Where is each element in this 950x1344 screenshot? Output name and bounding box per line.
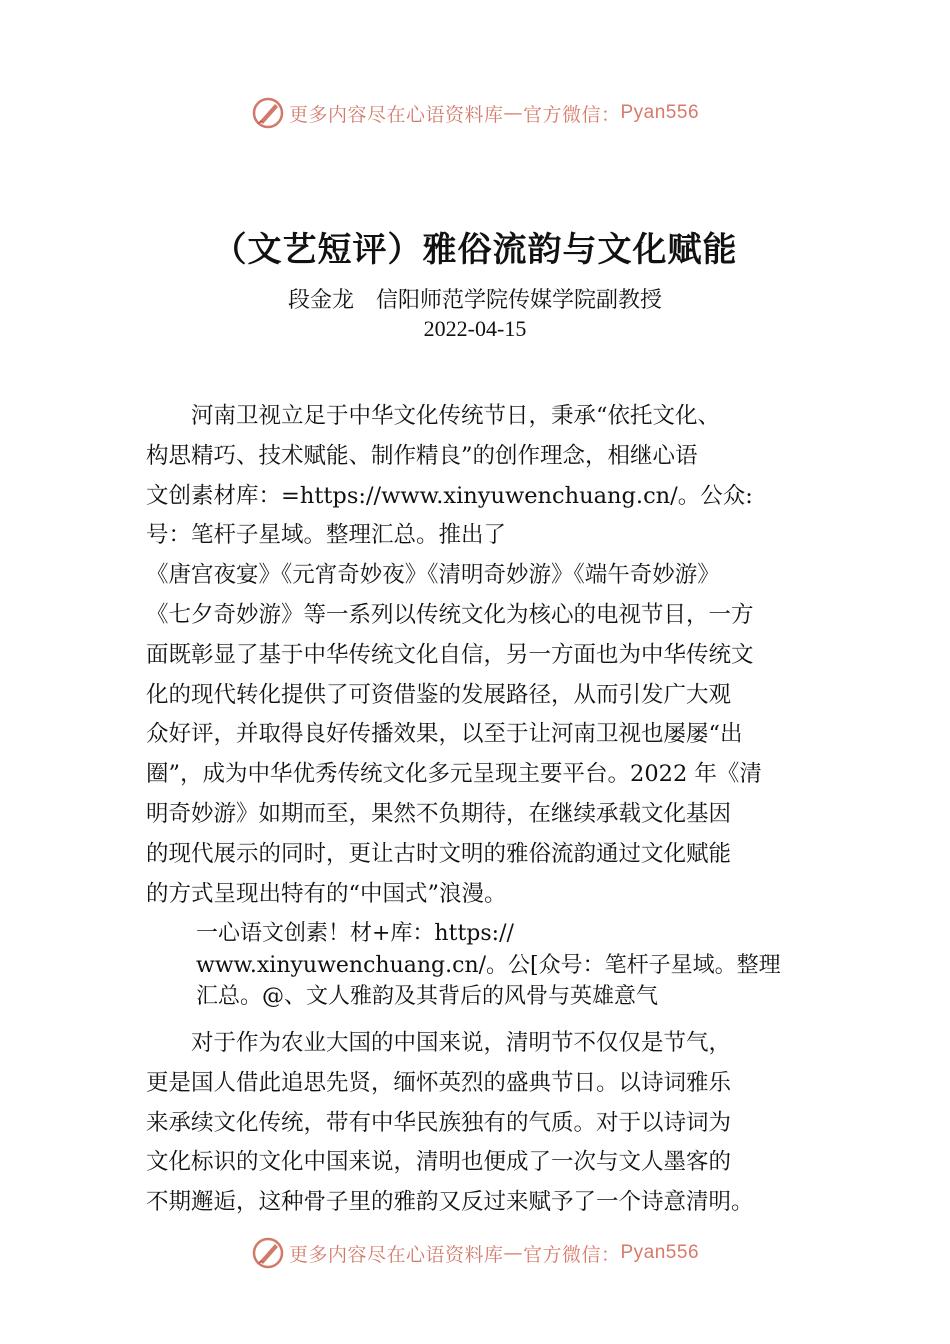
article-byline: 段金龙 信阳师范学院传媒学院副教授 (287, 288, 662, 313)
text-line: 《七夕奇妙游》等一系列以传统文化为核心的电视节目，一方 (146, 601, 754, 628)
banner-wechat-id: Pyan556 (620, 1242, 700, 1263)
banner-wechat-id: Pyan556 (620, 102, 700, 123)
text-line: 构思精巧、技术赋能、制作精良”的创作理念，相继心语 (146, 442, 698, 469)
text-line: 来承续文化传统，带有中华民族独有的气质。对于以诗词为 (146, 1109, 732, 1136)
pen-logo-icon (251, 96, 285, 130)
banner-wechat-label: 官方微信： (522, 103, 621, 126)
pen-logo-icon (251, 1236, 285, 1270)
text-line: 圈”，成为中华优秀传统文化多元呈现主要平台。2022 年《清 (146, 761, 762, 788)
text-line: 文创素材库：=https://www.xinyuwenchuang.cn/。公众: (146, 482, 753, 509)
note-line: 汇总。@、文人雅韵及其背后的风骨与英雄意气 (196, 984, 659, 1009)
text-line: 的现代展示的同时，更让古时文明的雅俗流韵通过文化赋能 (146, 840, 732, 867)
banner-text: 更多内容尽在心语资料库 (288, 1243, 504, 1266)
text-line: 号：笔杆子星域。整理汇总。推出了 (146, 522, 507, 549)
header-watermark-banner (0, 96, 950, 130)
text-line: 不期邂逅，这种骨子里的雅韵又反过来赋予了一个诗意清明。 (146, 1189, 754, 1216)
paragraph-2 (146, 1024, 816, 1223)
text-line: 《唐宫夜宴》《元宵奇妙夜》《清明奇妙游》《端午奇妙游》 (146, 562, 720, 589)
text-line: 明奇妙游》如期而至，果然不负期待，在继续承载文化基因 (146, 800, 732, 827)
banner-wechat-label: 官方微信： (522, 1243, 621, 1266)
text-line: 文化标识的文化中国来说，清明也便成了一次与文人墨客的 (146, 1149, 732, 1176)
footer-watermark-banner (0, 1236, 950, 1270)
banner-separator: — (503, 102, 523, 124)
text-line: 众好评，并取得良好传播效果，以至于让河南卫视也屡屡“出 (146, 721, 743, 748)
banner-text: 更多内容尽在心语资料库 (288, 103, 504, 126)
text-line: 对于作为农业大国的中国来说，清明节不仅仅是节气， (146, 1030, 732, 1056)
banner-separator: — (503, 1242, 523, 1264)
article-date: 2022-04-15 (423, 316, 527, 341)
text-line: 河南卫视立足于中华文化传统节日，秉承“依托文化、 (146, 403, 721, 429)
article-title: （文艺短评）雅俗流韵与文化赋能 (212, 230, 738, 270)
paragraph-1 (146, 397, 816, 914)
section-note (196, 918, 836, 1013)
text-line: 更是国人借此追思先贤，缅怀英烈的盛典节日。以诗词雅乐 (146, 1069, 732, 1096)
note-line: www.xinyuwenchuang.cn/。公[众号：笔杆子星域。整理 (196, 952, 781, 978)
text-line: 面既彰显了基于中华传统文化自信，另一方面也为中华传统文 (146, 641, 754, 668)
note-line: 一心语文创素！材+库：https:// (196, 921, 514, 946)
text-line: 化的现代转化提供了可资借鉴的发展路径，从而引发广大观 (146, 681, 732, 708)
text-line: 的方式呈现出特有的“中国式”浪漫。 (146, 880, 507, 907)
